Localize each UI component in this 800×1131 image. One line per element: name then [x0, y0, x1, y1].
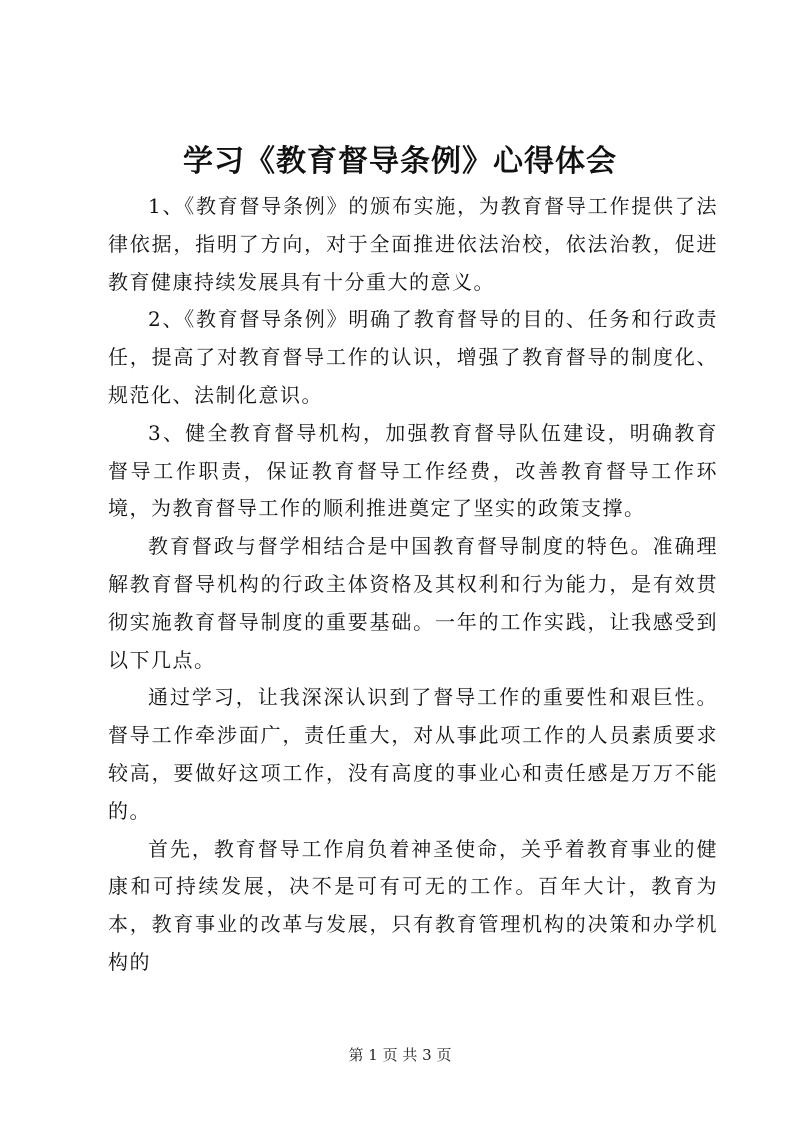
paragraph-2: 2、《教育督导条例》明确了教育督导的目的、任务和行政责任，提高了对教育督导工作的认识，增强了教育督导的制度化、规范化、法制化意识。 [108, 307, 718, 407]
paragraph-5: 通过学习，让我深深认识到了督导工作的重要性和艰巨性。督导工作牵涉面广，责任重大，对从事此项工作的人员素质要求较高，要做好这项工作，没有高度的事业心和责任感是万万不能的。 [108, 685, 718, 823]
paragraph-6: 首先，教育督导工作肩负着神圣使命，关乎着教育事业的健康和可持续发展，决不是可有可无的工作。百年大计，教育为本，教育事业的改革与发展，只有教育管理机构的决策和办学机构的 [108, 836, 718, 974]
document-title: 学习《教育督导条例》心得体会 [183, 144, 617, 179]
paragraph-1: 1、《教育督导条例》的颁布实施，为教育督导工作提供了法律依据，指明了方向，对于全面推进依法治校，依法治教，促进教育健康持续发展具有十分重大的意义。 [108, 194, 718, 294]
paragraph-3: 3、健全教育督导机构，加强教育督导队伍建设，明确教育督导工作职责，保证教育督导工作经费，改善教育督导工作环境，为教育督导工作的顺利推进奠定了坚实的政策支撑。 [108, 420, 718, 521]
paragraph-4: 教育督政与督学相结合是中国教育督导制度的特色。准确理解教育督导机构的行政主体资格及其权利和行为能力，是有效贯彻实施教育督导制度的重要基础。一年的工作实践，让我感受到以下几点。 [108, 534, 718, 672]
document-body [108, 188, 718, 982]
page-footer: 第 1 页 共 3 页 [348, 1046, 452, 1064]
